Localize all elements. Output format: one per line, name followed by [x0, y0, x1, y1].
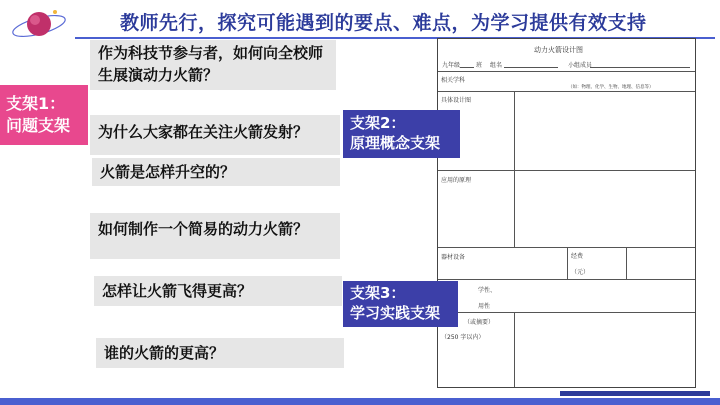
scaffold-3-tag [343, 281, 458, 327]
worksheet-subjects-hint: （如：物理、化学、生物、地理、信息等） [568, 85, 654, 90]
bottom-accent-strip [560, 391, 710, 396]
scaffold-1-tag [0, 85, 88, 145]
planet-logo [10, 4, 68, 44]
worksheet-class: 班 [476, 62, 483, 69]
worksheet-science: 学性、 [478, 287, 497, 294]
question-box-2: 为什么大家都在关注火箭发射？ [90, 115, 340, 155]
scaffold-3-label: 学习实践支架 [350, 304, 441, 322]
worksheet-members: 小组成员 [568, 62, 593, 69]
row-line [438, 170, 695, 171]
scaffold-1-number: 支架1： [6, 94, 66, 113]
column-line [514, 312, 515, 387]
worksheet-cost: 经费 [571, 253, 584, 260]
rocket-design-worksheet [437, 38, 696, 388]
column-line [567, 247, 568, 279]
worksheet-usefulness: 用性 [478, 303, 491, 310]
row-line [438, 91, 695, 92]
scaffold-2-tag [343, 110, 460, 158]
worksheet-title: 动力火箭设计图 [534, 46, 583, 54]
grade-blank [460, 67, 474, 68]
worksheet-subjects: 相关学科 [441, 77, 466, 84]
worksheet-abstract: （或摘要） [464, 319, 495, 326]
scaffold-2-label: 原理概念支架 [350, 134, 441, 152]
question-box-3: 火箭是怎样升空的？ [92, 158, 340, 186]
worksheet-word-limit: （250 字以内） [441, 334, 485, 341]
worksheet-design: 具体设计图 [441, 97, 472, 104]
row-line [438, 312, 695, 313]
group-blank [504, 67, 558, 68]
column-line [514, 91, 515, 247]
scaffold-2-number: 支架2： [350, 114, 406, 132]
row-line [438, 279, 695, 280]
worksheet-grade: 九年级 [442, 62, 461, 69]
scaffold-1-label: 问题支架 [6, 116, 71, 135]
scaffold-3-number: 支架3： [350, 284, 406, 302]
worksheet-cost-unit: （元） [571, 269, 590, 276]
question-box-6: 谁的火箭的更高？ [96, 338, 344, 368]
members-blank [590, 67, 690, 68]
worksheet-group: 组名 [490, 62, 503, 69]
column-line [626, 247, 627, 279]
question-box-5: 怎样让火箭飞得更高？ [94, 276, 342, 306]
page-title: 教师先行，探究可能遇到的要点、难点，为学习提供有效支持 [120, 12, 647, 34]
worksheet-materials: 器材设备 [441, 254, 466, 261]
bottom-bar [0, 398, 720, 405]
row-line [438, 71, 695, 72]
question-box-4: 如何制作一个简易的动力火箭？ [90, 213, 340, 259]
worksheet-principle: 应用的原理 [441, 177, 472, 184]
question-box-1: 作为科技节参与者，如何向全校师生展演动力火箭？ [90, 40, 336, 90]
